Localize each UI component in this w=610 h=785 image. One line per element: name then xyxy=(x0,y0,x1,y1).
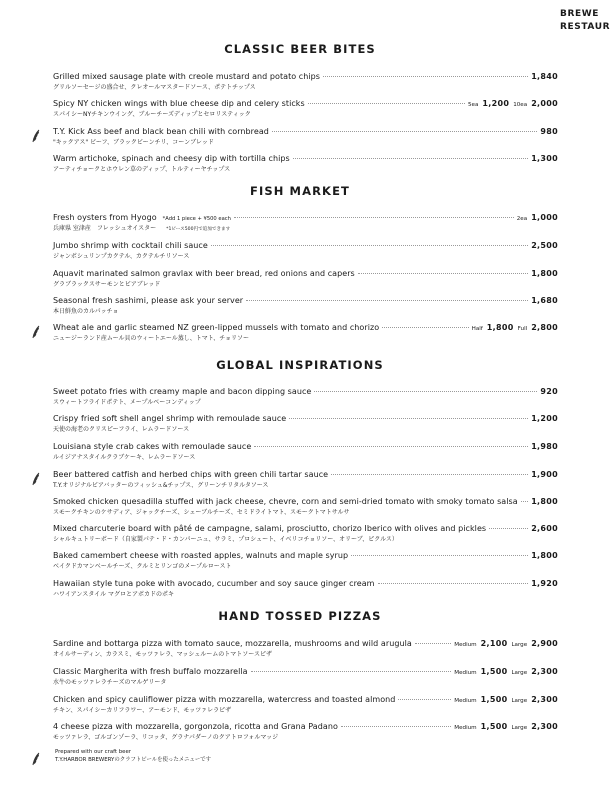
item-name-jp xyxy=(53,224,558,234)
wheat-icon xyxy=(31,129,41,143)
item-name: Grilled mixed sausage plate with creole mustard and potato chips xyxy=(53,72,320,81)
item-prices xyxy=(454,665,558,680)
price-value: 2,600 xyxy=(531,524,558,533)
price-value: 1,800 xyxy=(531,551,558,560)
item-name: Sardine and bottarga pizza with tomato sauce, mozzarella, mushrooms and wild arugula xyxy=(53,639,412,648)
leader-dots xyxy=(323,76,528,77)
item-prices xyxy=(531,495,558,508)
item-prices xyxy=(472,321,558,336)
menu-item xyxy=(53,385,558,409)
item-name: Wheat ale and garlic steamed NZ green-lipped mussels with tomato and chorizo xyxy=(53,323,380,332)
item-name: Chicken and spicy cauliflower pizza with mozzarella, watercress and toasted almond xyxy=(53,695,396,704)
price-value: 1,980 xyxy=(531,442,558,451)
price-label: Medium xyxy=(454,725,477,731)
menu-item xyxy=(53,321,558,345)
menu-item xyxy=(53,152,558,176)
leader-dots xyxy=(489,528,528,529)
section-classic-beer-bites xyxy=(0,41,600,57)
menu-item-row xyxy=(53,70,558,83)
wheat-icon xyxy=(31,472,41,486)
price-value: 980 xyxy=(540,127,558,136)
price-value: 1,920 xyxy=(531,579,558,588)
item-prices xyxy=(531,70,558,83)
leader-dots xyxy=(351,555,528,556)
item-jp-text: グリルソーセージの盛合せ、クレオールマスタードソース、ポテトチップス xyxy=(53,84,256,91)
item-jp-text: チキン、スパイシーカリフラワー、アーモンド、モッツァレラピザ xyxy=(53,707,232,714)
price-label: Medium xyxy=(454,698,477,704)
price-value: 920 xyxy=(540,387,558,396)
item-prices xyxy=(454,693,558,708)
item-jp-text: ルイジアナスタイルクラブケーキ、レムラードソース xyxy=(53,454,196,461)
menu-item-row xyxy=(53,125,558,138)
menu-item-row xyxy=(53,385,558,398)
menu-item-row xyxy=(53,693,558,706)
item-name-jp xyxy=(53,252,558,262)
menu-item-row xyxy=(53,549,558,562)
item-name-jp xyxy=(53,425,558,435)
section-title: HAND TOSSED PIZZAS xyxy=(218,609,382,623)
leader-dots xyxy=(521,501,528,502)
wheat-icon xyxy=(31,325,41,339)
item-prices xyxy=(468,97,558,112)
item-name: T.Y. Kick Ass beef and black bean chili with cornbread xyxy=(53,127,269,136)
price-label: Medium xyxy=(454,670,477,676)
menu-item xyxy=(53,720,558,744)
menu-item-row xyxy=(53,239,558,252)
footer-note xyxy=(55,748,211,764)
price-label: 10ea xyxy=(513,102,528,108)
price-value: 2,100 xyxy=(480,639,508,648)
item-jp-text: スウィートフライドポテト、メープルベーコンディップ xyxy=(53,399,201,406)
menu-item-row xyxy=(53,321,558,334)
menu-item xyxy=(53,412,558,436)
item-jp-text: 天使の海老のクリスピーフライ、レムラードソース xyxy=(53,426,190,433)
item-name-jp xyxy=(53,83,558,93)
menu-item xyxy=(53,522,558,546)
menu-item-row xyxy=(53,522,558,535)
menu-item-row xyxy=(53,152,558,165)
price-label: Large xyxy=(511,725,528,731)
item-jp-text: 本日鮮魚のカルパッチョ xyxy=(53,308,119,315)
price-value: 2,300 xyxy=(531,667,558,676)
leader-dots xyxy=(314,391,537,392)
menu-item-row xyxy=(53,495,558,508)
item-prices xyxy=(517,211,558,226)
menu-item xyxy=(53,693,558,717)
menu-item-row xyxy=(53,294,558,307)
price-value: 1,800 xyxy=(486,323,514,332)
menu-item xyxy=(53,440,558,464)
menu-item xyxy=(53,577,558,601)
price-value: 2,500 xyxy=(531,241,558,250)
leader-dots xyxy=(234,217,514,218)
price-value: 1,500 xyxy=(480,722,508,731)
item-name-jp xyxy=(53,165,558,175)
price-value: 1,500 xyxy=(480,695,508,704)
item-prices xyxy=(540,385,558,398)
item-prices xyxy=(531,239,558,252)
price-label: Large xyxy=(511,698,528,704)
item-jp-text: オイルサーディン、カラスミ、モッツァレラ、マッシュルームのトマトソースピザ xyxy=(53,651,272,658)
menu-item xyxy=(53,665,558,689)
item-prices xyxy=(531,549,558,562)
leader-dots xyxy=(246,300,528,301)
leader-dots xyxy=(382,327,468,328)
menu-item xyxy=(53,211,558,235)
leader-dots xyxy=(341,726,451,727)
menu-item xyxy=(53,637,558,661)
item-jp-text: ハワイアンスタイル マグロとアボカドのポキ xyxy=(53,591,175,598)
item-name: Spicy NY chicken wings with blue cheese dip and celery sticks xyxy=(53,99,305,108)
menu-item-row xyxy=(53,577,558,590)
item-name: Beer battered catfish and herbed chips with green chili tartar sauce xyxy=(53,470,329,479)
menu-item xyxy=(53,468,558,492)
price-label: 5ea xyxy=(467,102,479,108)
price-label: Full xyxy=(517,326,528,332)
brand-line-2: RESTAUR xyxy=(560,22,610,32)
item-name-jp xyxy=(53,307,558,317)
item-prices xyxy=(531,412,558,425)
price-value: 2,300 xyxy=(531,722,558,731)
item-prices xyxy=(531,577,558,590)
item-jp-text: ジャンボシュリンプカクテル、カクテルチリソース xyxy=(53,253,190,260)
section-hand-tossed-pizzas xyxy=(0,608,600,624)
menu-item xyxy=(53,294,558,318)
menu-item xyxy=(53,549,558,573)
price-value: 2,900 xyxy=(531,639,558,648)
item-name: Baked camembert cheese with roasted apples, walnuts and maple syrup xyxy=(53,551,349,560)
price-value: 2,300 xyxy=(531,695,558,704)
price-label: Large xyxy=(511,642,528,648)
price-value: 1,000 xyxy=(531,213,558,222)
leader-dots xyxy=(254,446,528,447)
item-jp-text: ニュージーランド産ムール貝のウィートエール蒸し、トマト、チョリソー xyxy=(53,335,250,342)
price-label: Medium xyxy=(454,642,477,648)
item-name: Warm artichoke, spinach and cheesy dip with tortilla chips xyxy=(53,154,290,163)
item-name: Jumbo shrimp with cocktail chili sauce xyxy=(53,241,208,250)
price-value: 2,000 xyxy=(531,99,558,108)
item-jp-text: "キックアス" ビーフ、ブラックビーンチリ、コーンブレッド xyxy=(53,139,214,146)
menu-item-row xyxy=(53,440,558,453)
item-jp-note: *1ピース500円で追加できます xyxy=(166,227,231,232)
section-title: GLOBAL INSPIRATIONS xyxy=(216,358,384,372)
item-prices xyxy=(531,522,558,535)
leader-dots xyxy=(272,131,537,132)
item-jp-text: 水牛のモッツァレラチーズのマルゲリータ xyxy=(53,679,167,686)
price-value: 1,800 xyxy=(531,497,558,506)
price-value: 1,200 xyxy=(482,99,510,108)
price-label: 2ea xyxy=(516,216,528,222)
item-name: Hawaiian style tuna poke with avocado, cucumber and soy sauce ginger cream xyxy=(53,579,375,588)
leader-dots xyxy=(289,418,528,419)
leader-dots xyxy=(251,671,452,672)
price-value: 1,840 xyxy=(531,72,558,81)
menu-item-row xyxy=(53,211,558,224)
leader-dots xyxy=(415,643,451,644)
price-value: 1,200 xyxy=(531,414,558,423)
leader-dots xyxy=(211,245,528,246)
price-label: Half xyxy=(471,326,483,332)
item-prices xyxy=(540,125,558,138)
item-prices xyxy=(531,267,558,280)
item-prices xyxy=(454,720,558,735)
item-jp-text: スモークチキンのケサディア、ジャックチーズ、シェーブルチーズ、セミドライトマト、スモークトマトサルサ xyxy=(53,509,350,516)
item-name: Aquavit marinated salmon gravlax with beer bread, red onions and capers xyxy=(53,269,355,278)
wheat-icon xyxy=(31,752,41,766)
item-jp-text: スパイシーNYチキンウイング、ブルーチーズディップとセロリスティック xyxy=(53,111,251,118)
item-jp-text: シャルキュトリーボード（自家製パテ・ド・カンパーニュ、サラミ、プロシュート、イベリコチョリソー、オリーブ、ピクルス） xyxy=(53,536,398,543)
price-value: 1,900 xyxy=(531,470,558,479)
menu-item xyxy=(53,70,558,94)
item-jp-text: ベイクドカマンベールチーズ、クルミとリンゴのメープルロースト xyxy=(53,563,232,570)
price-value: 1,500 xyxy=(480,667,508,676)
menu-item-row xyxy=(53,412,558,425)
item-name-jp xyxy=(53,138,558,148)
item-name-jp xyxy=(53,562,558,572)
footer-line-1: Prepared with our craft beer xyxy=(55,749,132,755)
item-jp-text: グラブラックスサーモンとビアブレッド xyxy=(53,281,161,288)
price-value: 1,680 xyxy=(531,296,558,305)
menu-item-row xyxy=(53,97,558,110)
item-name: Fresh oysters from Hyogo xyxy=(53,213,157,222)
item-name-jp xyxy=(53,280,558,290)
menu-item xyxy=(53,239,558,263)
price-value: 1,800 xyxy=(531,269,558,278)
leader-dots xyxy=(358,273,528,274)
leader-dots xyxy=(331,474,528,475)
item-name-jp xyxy=(53,481,558,491)
menu-item xyxy=(53,495,558,519)
leader-dots xyxy=(293,158,528,159)
brand-line-1: BREWE xyxy=(560,9,600,19)
item-name: Mixed charcuterie board with pâté de campagne, salami, prosciutto, chorizo Iberico with olives and pickles xyxy=(53,524,487,533)
footer-line-2: T.Y.HARBOR BREWERYのクラフトビールを使ったメニューです xyxy=(55,757,212,763)
item-name: Louisiana style crab cakes with remoulade sauce xyxy=(53,442,252,451)
price-value: 2,800 xyxy=(531,323,558,332)
section-title: FISH MARKET xyxy=(250,184,350,198)
item-name: Classic Margherita with fresh buffalo mozzarella xyxy=(53,667,248,676)
item-name-jp xyxy=(53,398,558,408)
item-jp-text: 兵庫県 室津産 フレッシュオイスター xyxy=(53,225,157,232)
item-note: *Add 1 piece + ¥500 each xyxy=(162,216,231,222)
leader-dots xyxy=(308,103,465,104)
item-name-jp xyxy=(53,508,558,518)
item-name-jp xyxy=(53,590,558,600)
item-jp-text: T.Y.オリジナルビアバッターのフィッシュ&チップス、グリーンチリタルタソース xyxy=(53,482,269,489)
menu-item-row xyxy=(53,720,558,733)
menu-item xyxy=(53,97,558,121)
item-prices xyxy=(531,468,558,481)
item-name: Crispy fried soft shell angel shrimp with remoulade sauce xyxy=(53,414,287,423)
price-value: 1,300 xyxy=(531,154,558,163)
menu-item-row xyxy=(53,665,558,678)
leader-dots xyxy=(378,583,529,584)
item-name-jp xyxy=(53,535,558,545)
section-title: CLASSIC BEER BITES xyxy=(224,42,376,56)
item-prices xyxy=(531,152,558,165)
menu-item-row xyxy=(53,267,558,280)
menu-item xyxy=(53,267,558,291)
item-name: Sweet potato fries with creamy maple and bacon dipping sauce xyxy=(53,387,312,396)
section-fish-market xyxy=(0,183,600,199)
item-name: Smoked chicken quesadilla stuffed with jack cheese, chevre, corn and semi-dried tomato with smoky tomato salsa xyxy=(53,497,518,506)
price-label: Large xyxy=(511,670,528,676)
item-prices xyxy=(531,440,558,453)
item-jp-text: アーティチョークとホウレン草のディップ、トルティーヤチップス xyxy=(53,166,231,173)
item-jp-text: モッツァレラ、ゴルゴンゾーラ、リコッタ、グラナパダーノのクアトロフォルマッジ xyxy=(53,734,279,741)
leader-dots xyxy=(398,699,451,700)
item-name: 4 cheese pizza with mozzarella, gorgonzola, ricotta and Grana Padano xyxy=(53,722,338,731)
item-prices xyxy=(531,294,558,307)
brand-corner xyxy=(560,8,610,34)
item-name: Seasonal fresh sashimi, please ask your server xyxy=(53,296,244,305)
item-name-jp xyxy=(53,453,558,463)
menu-item-row xyxy=(53,637,558,650)
section-global-inspirations xyxy=(0,357,600,373)
item-prices xyxy=(454,637,558,652)
menu-item-row xyxy=(53,468,558,481)
menu-item xyxy=(53,125,558,149)
